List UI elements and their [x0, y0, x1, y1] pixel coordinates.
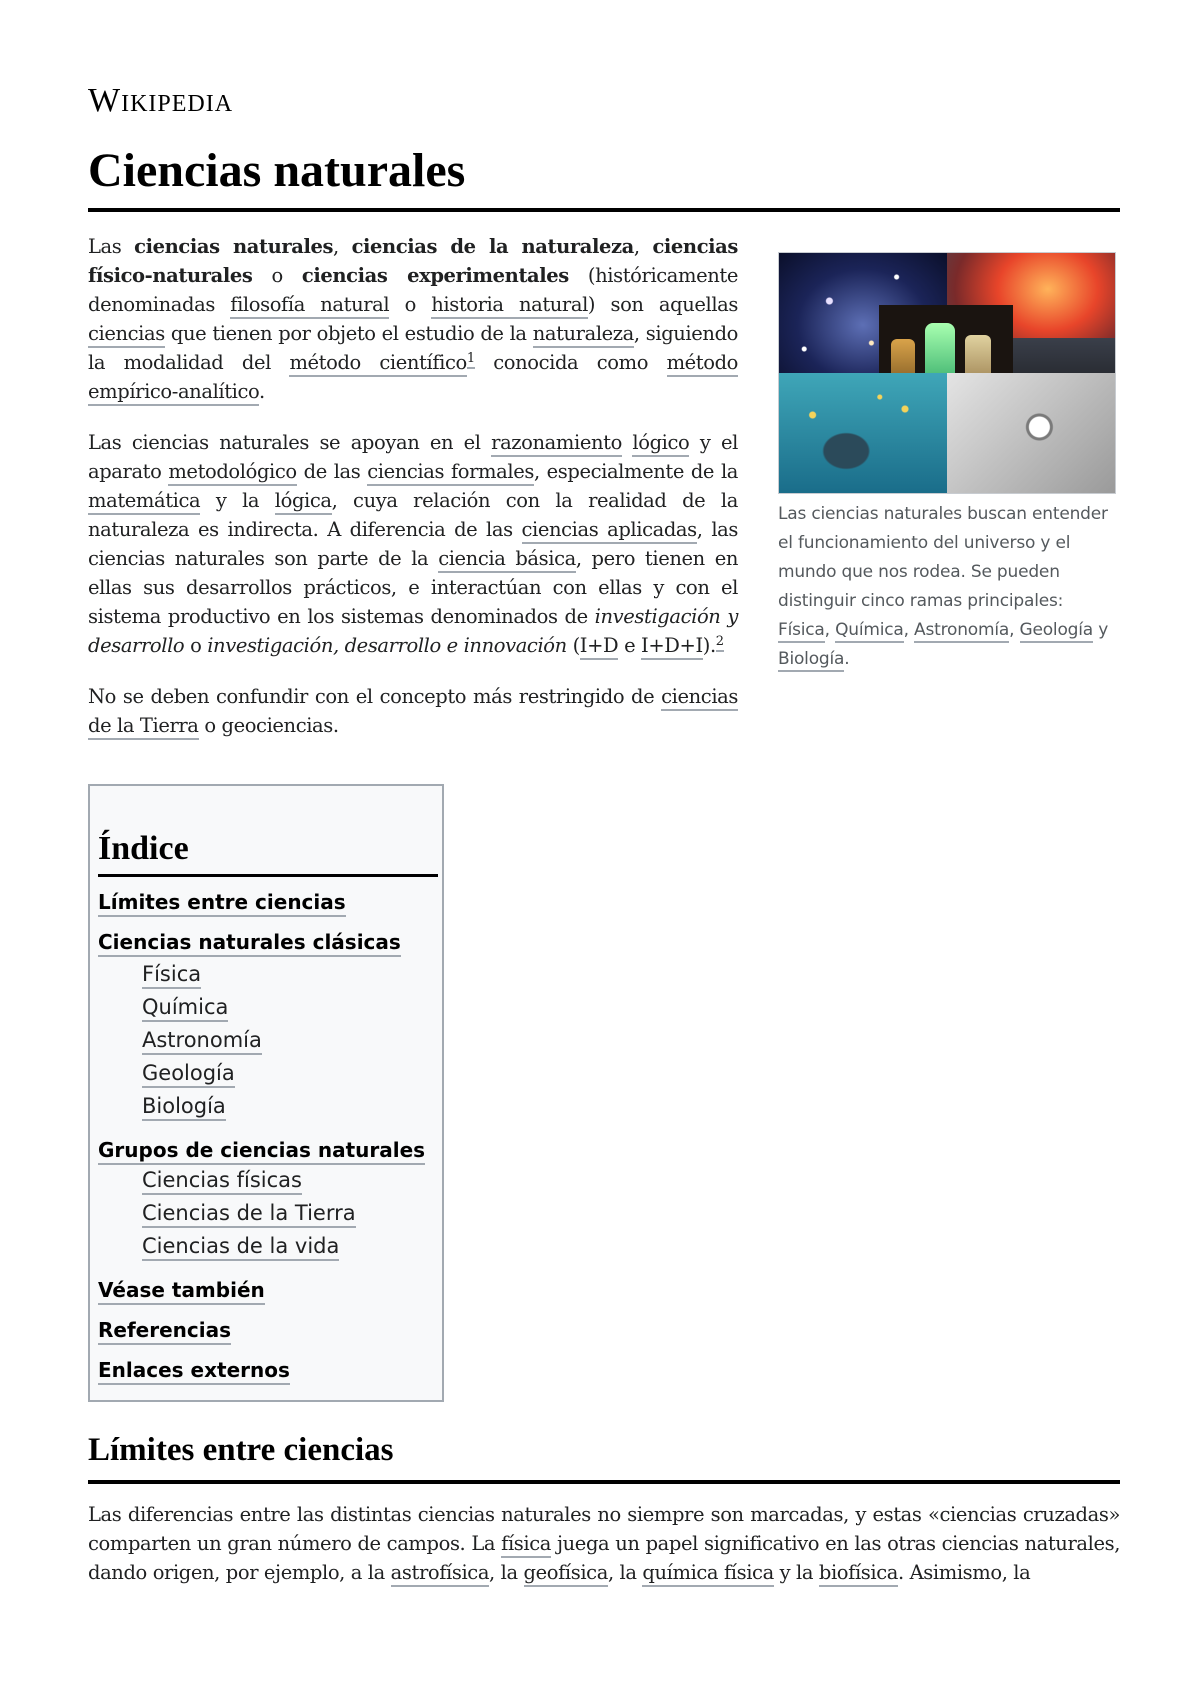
wikipedia-logo[interactable]: Wikipedia: [88, 82, 234, 119]
link-metodo-cientifico[interactable]: método científico: [289, 351, 466, 377]
text: de las: [296, 460, 368, 483]
ocean-fish-image: [779, 373, 947, 493]
link-metodo-empirico-analitico[interactable]: método empírico-analítico: [88, 351, 738, 406]
bold-term: ciencias naturales: [134, 235, 334, 258]
text: y la: [200, 489, 275, 512]
lead-paragraph-2: [88, 428, 738, 660]
toc-item-astronomia[interactable]: Astronomía: [142, 1028, 262, 1055]
link-i-d[interactable]: I+D: [580, 634, 618, 660]
text: [622, 431, 633, 454]
text: o geociencias.: [198, 714, 339, 737]
text: ,: [1009, 620, 1020, 640]
toc-item-fisica[interactable]: Física: [142, 962, 201, 989]
link-ciencia-basica[interactable]: ciencia básica: [438, 547, 576, 573]
page-title: Ciencias naturales: [88, 144, 466, 197]
text: ,: [903, 620, 915, 640]
text: o: [184, 634, 208, 657]
caption-link-astronomia[interactable]: Astronomía: [914, 620, 1009, 643]
toc-item-vease[interactable]: Véase también: [98, 1278, 265, 1305]
toc-item-ciencias-fisicas[interactable]: Ciencias físicas: [142, 1168, 302, 1195]
link-logico[interactable]: lógico: [632, 431, 689, 457]
text: ).: [702, 634, 716, 657]
text: , la: [489, 1561, 524, 1584]
toc-item-grupos[interactable]: Grupos de ciencias naturales: [98, 1138, 425, 1165]
text: o: [252, 264, 302, 287]
toc-item-ciencias-tierra[interactable]: Ciencias de la Tierra: [142, 1201, 356, 1228]
collage-image[interactable]: [778, 252, 1116, 494]
link-ciencias-de-la-tierra[interactable]: ciencias de la Tierra: [88, 685, 738, 740]
toc-item-enlaces[interactable]: Enlaces externos: [98, 1358, 290, 1385]
text: . Asimismo, la: [898, 1561, 1031, 1584]
toc-item-geologia[interactable]: Geología: [142, 1061, 235, 1088]
toc-item-quimica[interactable]: Química: [142, 995, 228, 1022]
text: juega un papel significativo en las otras ciencias naturales, dando origen, por ejemplo, a la: [88, 1532, 1120, 1584]
link-i-d-i[interactable]: I+D+I: [641, 634, 703, 660]
text: ,: [824, 620, 836, 640]
italic-term: investigación, desarrollo e innovación: [207, 634, 567, 657]
section-heading-limites: Límites entre ciencias: [88, 1432, 394, 1468]
bold-term: ciencias experimentales: [301, 264, 569, 287]
text: , la: [607, 1561, 643, 1584]
link-razonamiento[interactable]: razonamiento: [491, 431, 622, 457]
caption-link-quimica[interactable]: Química: [835, 620, 904, 643]
text: (: [566, 634, 580, 657]
text: .: [259, 380, 265, 403]
text: y la: [773, 1561, 819, 1584]
table-of-contents: [88, 784, 444, 1402]
italic-term: investigación y desarrollo: [88, 605, 738, 657]
lead-paragraph-1: [88, 232, 738, 406]
link-ciencias-aplicadas[interactable]: ciencias aplicadas: [522, 518, 697, 544]
infobox-figure: [778, 252, 1120, 674]
text: , especialmente de la: [533, 460, 739, 483]
link-metodologico[interactable]: metodológico: [168, 460, 296, 486]
text: .: [844, 649, 850, 669]
link-geofisica[interactable]: geofísica: [524, 1561, 608, 1587]
reference-1[interactable]: 1: [467, 351, 475, 369]
text: o: [389, 293, 432, 316]
section-body: [88, 1500, 1120, 1609]
caption-link-geologia[interactable]: Geología: [1020, 620, 1094, 643]
link-fisica[interactable]: física: [501, 1532, 551, 1558]
toc-title: Índice: [98, 830, 189, 867]
text: , pero tienen en ellas sus desarrollos prácticos, e interactúan con ellas y con el sistema productivo en los sistemas denominados de: [88, 547, 739, 628]
link-ciencias[interactable]: ciencias: [88, 322, 165, 348]
text: Las ciencias naturales se apoyan en el: [88, 431, 492, 454]
toc-divider: [98, 874, 438, 877]
link-historia-natural[interactable]: historia natural: [431, 293, 588, 319]
section-divider: [88, 1480, 1120, 1484]
link-ciencias-formales[interactable]: ciencias formales: [367, 460, 534, 486]
bold-term: ciencias físico-naturales: [88, 235, 738, 287]
text: , las ciencias naturales son parte de la: [88, 518, 738, 570]
text: ,: [633, 235, 653, 258]
toc-item-referencias[interactable]: Referencias: [98, 1318, 231, 1345]
text: que tienen por objeto el estudio de la: [164, 322, 533, 345]
mechanics-pin-image: [947, 373, 1115, 493]
text: y el aparato: [88, 431, 738, 483]
link-naturaleza[interactable]: naturaleza: [533, 322, 634, 348]
figure-caption: [778, 500, 1120, 674]
toc-item-clasicas[interactable]: Ciencias naturales clásicas: [98, 930, 401, 957]
text: ) son aquellas: [587, 293, 739, 316]
caption-link-biologia[interactable]: Biología: [778, 649, 844, 672]
caption-link-fisica[interactable]: Física: [778, 620, 825, 643]
link-logica[interactable]: lógica: [275, 489, 332, 515]
toc-item-ciencias-vida[interactable]: Ciencias de la vida: [142, 1234, 339, 1261]
text: e: [618, 634, 642, 657]
text: Las: [88, 235, 135, 258]
text: Las diferencias entre las distintas ciencias naturales no siempre son marcadas, y estas «ciencias cruzadas» comparten un gran número de campos. La: [88, 1503, 1120, 1555]
text: No se deben confundir con el concepto más restringido de: [88, 685, 662, 708]
text: , cuya relación con la realidad de la naturaleza es indirecta. A diferencia de las: [88, 489, 738, 541]
section-paragraph: [88, 1500, 1120, 1587]
bold-term: ciencias de la naturaleza: [351, 235, 634, 258]
title-divider: [88, 208, 1120, 212]
reference-2[interactable]: 2: [716, 634, 724, 652]
caption-text: Las ciencias naturales buscan entender el funcionamiento del universo y el mundo que nos rodea. Se pueden distinguir cinco ramas principales:: [778, 504, 1108, 611]
link-quimica-fisica[interactable]: química física: [642, 1561, 773, 1587]
toc-item-biologia[interactable]: Biología: [142, 1094, 226, 1121]
link-biofisica[interactable]: biofísica: [819, 1561, 898, 1587]
lead-section: [88, 232, 738, 762]
link-matematica[interactable]: matemática: [88, 489, 200, 515]
link-filosofia-natural[interactable]: filosofía natural: [230, 293, 389, 319]
text: conocida como: [474, 351, 667, 374]
text: (históricamente denominadas: [88, 264, 738, 316]
text: y: [1093, 620, 1109, 640]
text: ,: [333, 235, 352, 258]
text: , siguiendo la modalidad del: [88, 322, 738, 374]
link-astrofisica[interactable]: astrofísica: [391, 1561, 489, 1587]
lead-paragraph-3: [88, 682, 738, 740]
toc-item-limites[interactable]: Límites entre ciencias: [98, 890, 346, 917]
